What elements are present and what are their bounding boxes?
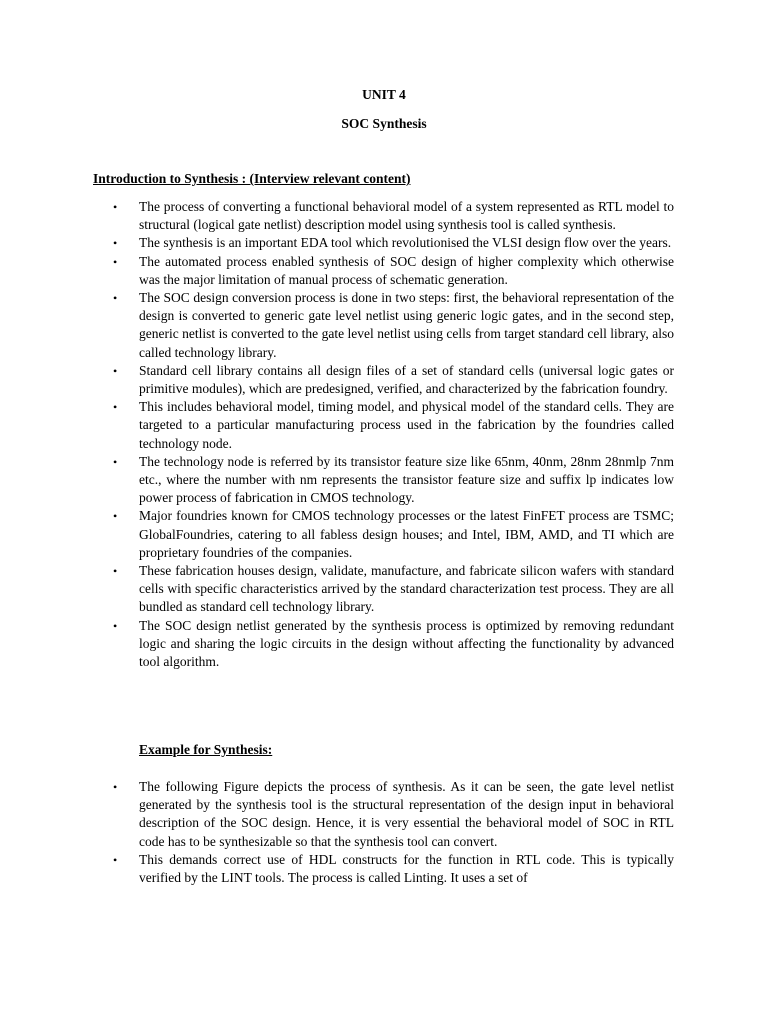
list-item-text: Standard cell library contains all design files of a set of standard cells (universal logic gates or primitive modules), which are predesigned, verified, and characterized by the fabrication foundry.: [139, 362, 674, 397]
list-item: [0, 453, 674, 508]
document-title: SOC Synthesis: [341, 116, 427, 131]
bullet-icon: •: [113, 454, 118, 469]
list-item-text: The automated process enabled synthesis of SOC design of higher complexity which otherwise was the major limitation of manual process of schematic generation.: [139, 253, 674, 287]
list-item: [0, 198, 674, 234]
list-item: [0, 778, 674, 851]
list-item: [0, 289, 674, 362]
bullet-icon: •: [113, 363, 118, 378]
list-item: [0, 507, 674, 562]
list-item-text: This includes behavioral model, timing model, and physical model of the standard cells. They are targeted to a particular manufacturing process used in the fabrication by the foundries called technology node.: [139, 399, 674, 451]
list-item-text: The process of converting a functional behavioral model of a system represented as RTL model to structural (logical gate netlist) description model using synthesis tool is called synthesis.: [139, 199, 674, 233]
bullet-icon: •: [113, 780, 118, 794]
bullet-icon: •: [113, 564, 118, 579]
bullet-icon: •: [113, 291, 118, 306]
unit-title: UNIT 4: [362, 87, 406, 102]
bullet-icon: •: [113, 618, 118, 633]
list-item-text: The synthesis is an important EDA tool which revolutionised the VLSI design flow over the years.: [139, 235, 672, 251]
bullet-icon: •: [113, 852, 118, 867]
intro-bullet-list: [0, 198, 768, 671]
bullet-icon: •: [113, 200, 118, 214]
list-item: [0, 851, 674, 887]
example-heading: Example for Synthesis:: [139, 742, 273, 757]
list-item-text: The SOC design conversion process is done in two steps: first, the behavioral representation of the design is converted to generic gate level netlist using generic logic gates, and in the second step, generic netlist is converted to the gate level netlist using cells from target standard cell library, also called technology library.: [139, 290, 674, 360]
bullet-icon: •: [113, 509, 118, 524]
list-item: [0, 398, 674, 453]
list-item-text: The SOC design netlist generated by the synthesis process is optimized by removing redundant logic and sharing the logic circuits in the design without affecting the functionality by advanced tool algorithm.: [139, 617, 674, 670]
list-item-text: The following Figure depicts the process of synthesis. As it can be seen, the gate level netlist generated by the synthesis tool is the structural representation of the design input in behavioral description of the SOC design. Hence, it is very essential the behavioral model of SOC in RTL code has to be synthesizable so that the synthesis tool can convert.: [139, 779, 674, 849]
list-item: [0, 362, 674, 398]
list-item-text: This demands correct use of HDL constructs for the function in RTL code. This is typically verified by the LINT tools. The process is called Linting. It uses a set of: [139, 851, 674, 886]
intro-heading: Introduction to Synthesis : (Interview relevant content): [93, 171, 411, 186]
list-item-text: These fabrication houses design, validate, manufacture, and fabricate silicon wafers with standard cells with specific characteristics arrived by the standard characterization test process. They are all bundled as standard cell technology library.: [139, 563, 674, 615]
list-item: [0, 562, 674, 617]
list-item: [0, 253, 674, 289]
example-bullet-list: [0, 778, 768, 887]
list-item: [0, 617, 674, 672]
list-item: [0, 234, 674, 252]
list-item-text: The technology node is referred by its transistor feature size like 65nm, 40nm, 28nm 28nmlp 7nm etc., where the number with nm represents the transistor feature size and suffix lp indicates low power process of fabrication in CMOS technology.: [139, 453, 674, 506]
bullet-icon: •: [113, 254, 118, 269]
list-item-text: Major foundries known for CMOS technology processes or the latest FinFET process are TSMC; GlobalFoundries, catering to all fabless design houses; and Intel, IBM, AMD, and TI which are proprietary foundries of the companies.: [139, 508, 674, 560]
bullet-icon: •: [113, 236, 118, 251]
bullet-icon: •: [113, 400, 118, 415]
